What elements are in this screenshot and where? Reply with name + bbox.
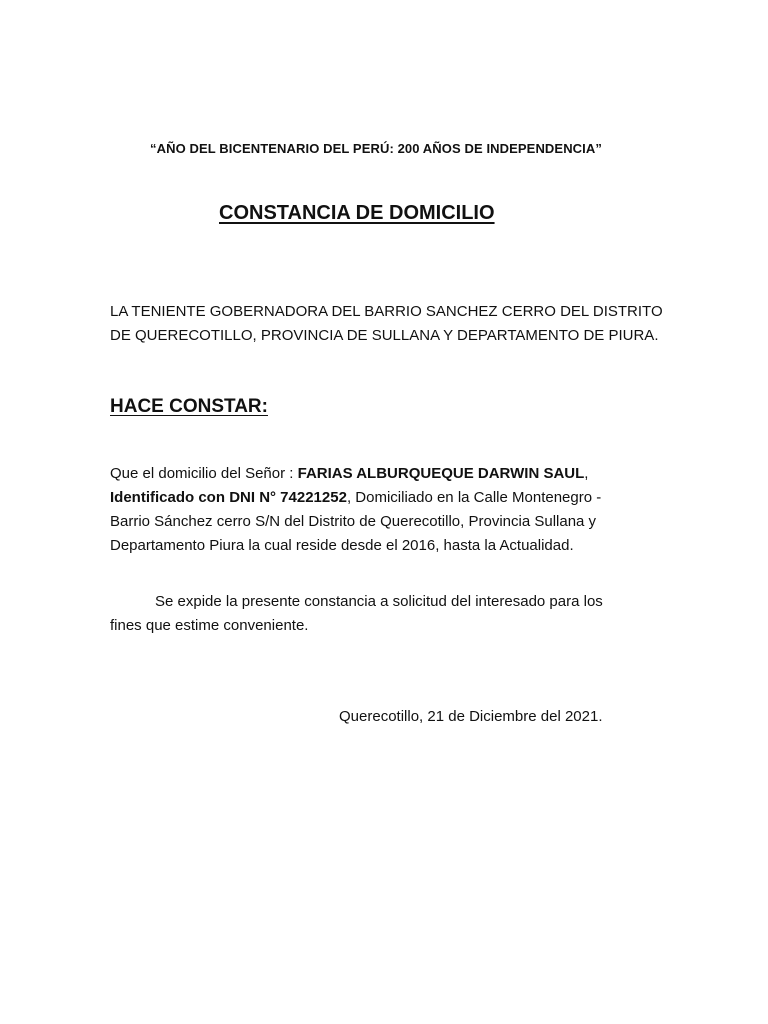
issuer-line: DE QUERECOTILLO, PROVINCIA DE SULLANA Y DEPARTAMENTO DE PIURA.	[110, 327, 659, 344]
section-heading: HACE CONSTAR:	[110, 396, 268, 417]
year-motto: “AÑO DEL BICENTENARIO DEL PERÚ: 200 AÑOS DE INDEPENDENCIA”	[150, 141, 602, 156]
certification-line	[110, 486, 670, 510]
certification-line	[110, 462, 670, 486]
certification-paragraph	[110, 462, 670, 558]
certification-line: Departamento Piura la cual reside desde el 2016, hasta la Actualidad.	[110, 537, 574, 554]
line-text: Que el domicilio del Señor :	[110, 465, 298, 482]
certification-line: Barrio Sánchez cerro S/N del Distrito de Querecotillo, Provincia Sullana y	[110, 513, 597, 530]
closing-paragraph	[110, 590, 670, 638]
place-and-date: Querecotillo, 21 de Diciembre del 2021.	[339, 708, 603, 725]
dni-number: DNI N° 74221252	[229, 489, 347, 506]
closing-line: Se expide la presente constancia a solicitud del interesado para los	[155, 593, 603, 610]
issuer-paragraph	[110, 300, 670, 348]
line-text: ,	[584, 465, 589, 482]
issuer-line: LA TENIENTE GOBERNADORA DEL BARRIO SANCHEZ CERRO DEL DISTRITO	[110, 303, 663, 320]
person-name: FARIAS ALBURQUEQUE DARWIN SAUL	[297, 465, 585, 482]
closing-line: fines que estime conveniente.	[110, 617, 309, 634]
document-title: CONSTANCIA DE DOMICILIO	[219, 202, 495, 224]
line-text: Identificado con	[110, 489, 230, 506]
line-text: , Domiciliado en la Calle Montenegro -	[346, 489, 602, 506]
